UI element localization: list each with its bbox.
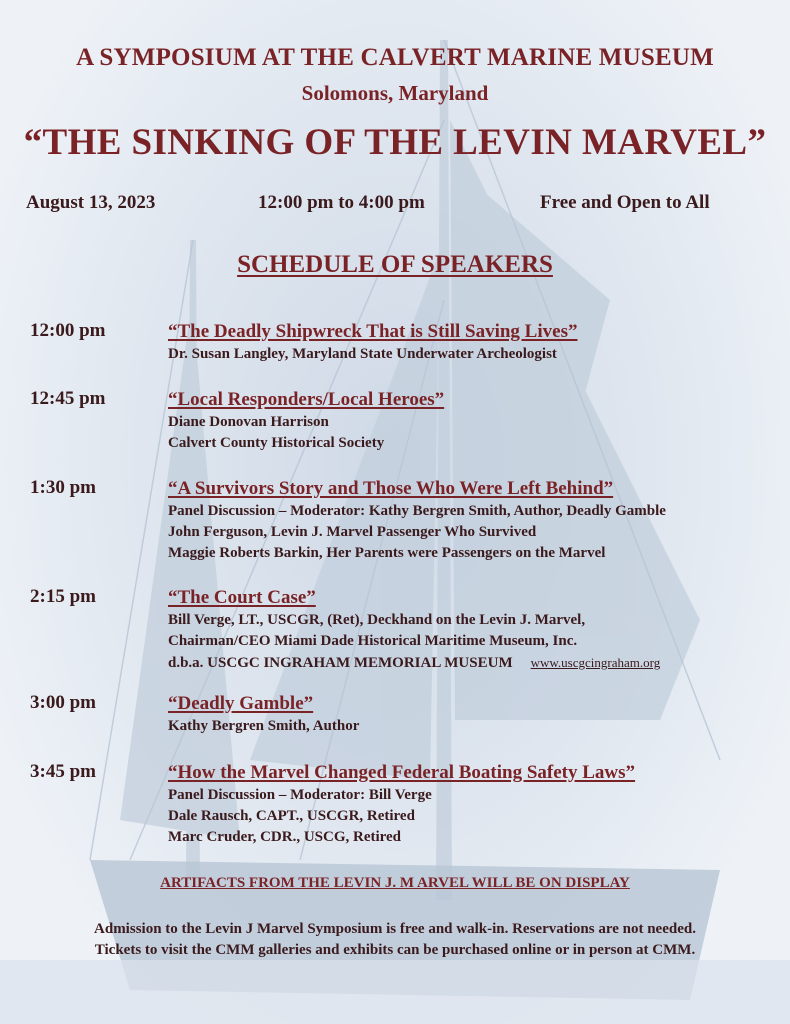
symposium-heading: A SYMPOSIUM AT THE CALVERT MARINE MUSEUM xyxy=(76,44,714,71)
speaker-line: John Ferguson, Levin J. Marvel Passenger Who Survived xyxy=(168,524,537,540)
event-title: “THE SINKING OF THE LEVIN MARVEL” xyxy=(23,122,767,163)
talk-title: “Local Responders/Local Heroes” xyxy=(168,389,445,410)
speaker-line: Dr. Susan Langley, Maryland State Underwater Archeologist xyxy=(168,346,557,362)
slot-talk xyxy=(168,320,577,365)
speaker-line: Panel Discussion – Moderator: Kathy Bergren Smith, Author, Deadly Gamble xyxy=(168,503,666,519)
speaker-line: Maggie Roberts Barkin, Her Parents were Passengers on the Marvel xyxy=(168,545,606,561)
event-time: 12:00 pm to 4:00 pm xyxy=(258,192,425,213)
slot-time: 12:45 pm xyxy=(30,388,106,409)
slot-time: 12:00 pm xyxy=(30,320,106,341)
slot-talk xyxy=(168,761,635,848)
slot-talk xyxy=(168,586,660,674)
artifacts-notice: ARTIFACTS FROM THE LEVIN J. M ARVEL WILL BE ON DISPLAY xyxy=(160,875,630,891)
speaker-line: Dale Rausch, CAPT., USCGR, Retired xyxy=(168,808,415,824)
event-admission: Free and Open to All xyxy=(540,192,710,213)
slot-talk xyxy=(168,388,444,454)
talk-title: “The Deadly Shipwreck That is Still Saving Lives” xyxy=(168,321,578,342)
talk-title: “Deadly Gamble” xyxy=(168,693,314,714)
slot-time: 3:00 pm xyxy=(30,692,96,713)
speaker-line xyxy=(168,652,660,674)
museum-website-link[interactable]: www.uscgcingraham.org xyxy=(530,655,661,670)
speaker-line: Kathy Bergren Smith, Author xyxy=(168,718,360,734)
slot-time: 1:30 pm xyxy=(30,477,96,498)
admission-line: Admission to the Levin J Marvel Symposium is free and walk-in. Reservations are not needed. xyxy=(94,921,696,937)
talk-title: “A Survivors Story and Those Who Were Left Behind” xyxy=(168,478,614,499)
talk-title: “The Court Case” xyxy=(168,587,316,608)
slot-time: 3:45 pm xyxy=(30,761,96,782)
speaker-line-text: d.b.a. USCGC INGRAHAM MEMORIAL MUSEUM xyxy=(168,655,513,671)
schedule-heading: SCHEDULE OF SPEAKERS xyxy=(237,251,553,278)
talk-title: “How the Marvel Changed Federal Boating Safety Laws” xyxy=(168,762,636,783)
event-date: August 13, 2023 xyxy=(26,192,156,213)
tickets-line: Tickets to visit the CMM galleries and exhibits can be purchased online or in person at CMM. xyxy=(94,942,696,958)
speaker-line: Bill Verge, LT., USCGR, (Ret), Deckhand on the Levin J. Marvel, xyxy=(168,612,586,628)
speaker-line: Panel Discussion – Moderator: Bill Verge xyxy=(168,787,432,803)
slot-time: 2:15 pm xyxy=(30,586,96,607)
admission-footer xyxy=(0,919,790,961)
location-subheading: Solomons, Maryland xyxy=(301,81,489,105)
slot-talk xyxy=(168,692,359,737)
speaker-line: Chairman/CEO Miami Dade Historical Maritime Museum, Inc. xyxy=(168,633,578,649)
speaker-line: Marc Cruder, CDR., USCG, Retired xyxy=(168,829,402,845)
speaker-line: Calvert County Historical Society xyxy=(168,435,385,451)
speaker-line: Diane Donovan Harrison xyxy=(168,414,329,430)
slot-talk xyxy=(168,477,666,564)
